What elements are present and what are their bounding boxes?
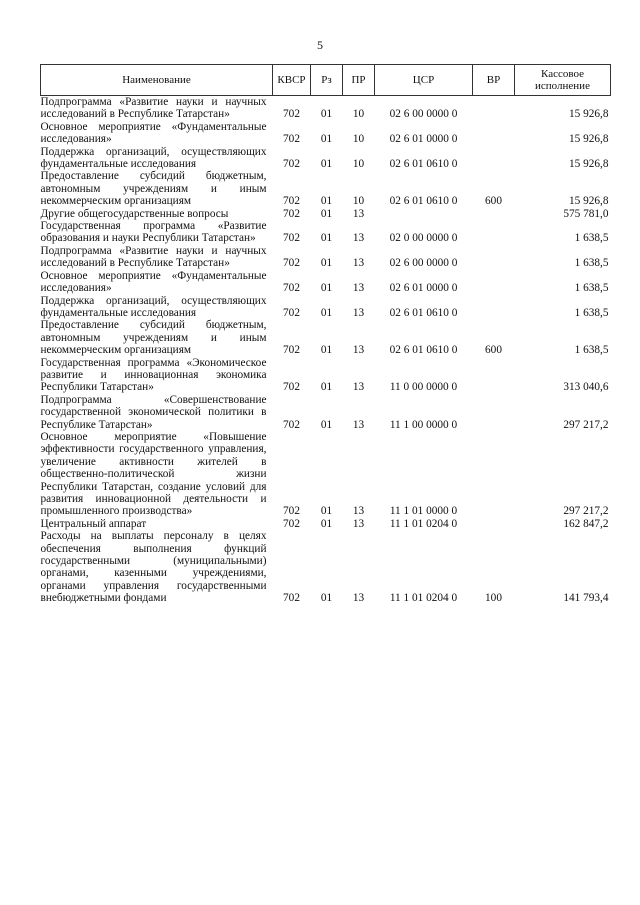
row-name: Поддержка организаций, осуществляющих фундаментальные исследования — [40, 294, 267, 319]
column-header-pr: ПР — [343, 65, 375, 96]
row-pr: 10 — [352, 133, 365, 146]
row-vr: 600 — [485, 344, 502, 357]
row-pr: 13 — [352, 282, 365, 295]
row-vr — [473, 220, 515, 245]
row-kvsr: 702 — [283, 418, 300, 431]
row-csr: 02 6 01 0610 0 — [389, 158, 458, 171]
row-pr: 13 — [352, 505, 365, 518]
row-rz: 01 — [320, 257, 333, 270]
row-vr — [473, 518, 515, 530]
table-row — [41, 518, 611, 530]
row-vr — [473, 245, 515, 270]
row-kvsr: 702 — [283, 381, 300, 394]
row-rz: 01 — [320, 133, 333, 146]
row-vr — [473, 121, 515, 146]
row-name: Государственная программа «Экономическое развитие и инновационная экономика Республики Татарстан» — [40, 356, 267, 394]
row-name: Поддержка организаций, осуществляющих фундаментальные исследования — [40, 145, 267, 171]
row-name: Расходы на выплаты персоналу в целях обеспечения выполнения функций государственными (муниципальными) органами, казенными учреждениями, органами управления государственными внебюджетными фондами — [40, 530, 267, 605]
row-amount: 15 926,8 — [568, 133, 609, 146]
row-vr — [473, 431, 515, 518]
row-rz: 01 — [320, 232, 333, 245]
row-csr: 11 0 00 0000 0 — [389, 381, 458, 394]
row-csr: 02 6 01 0610 0 — [389, 344, 458, 357]
row-name: Государственная программа «Развитие образования и науки Республики Татарстан» — [40, 220, 267, 245]
row-amount: 575 781,0 — [563, 207, 609, 220]
row-pr: 13 — [352, 418, 365, 431]
row-pr: 13 — [352, 257, 365, 270]
row-csr: 11 1 00 0000 0 — [389, 418, 458, 431]
row-kvsr: 702 — [283, 232, 300, 245]
table-row — [41, 96, 611, 121]
column-header-amount: Кассовое исполнение — [515, 65, 611, 96]
row-name: Другие общегосударственные вопросы — [40, 207, 229, 220]
row-name: Основное мероприятие «Фундаментальные исследования» — [40, 269, 267, 295]
row-name: Предоставление субсидий бюджетным, автономным учреждениям и иным некоммерческим организациям — [40, 319, 267, 357]
column-header-vr: ВР — [473, 65, 515, 96]
table-row — [41, 208, 611, 220]
row-amount: 15 926,8 — [568, 195, 609, 208]
row-amount: 162 847,2 — [563, 517, 609, 530]
table-body — [41, 96, 611, 605]
row-rz: 01 — [320, 381, 333, 394]
row-rz: 01 — [320, 306, 333, 319]
row-amount: 141 793,4 — [563, 592, 609, 605]
row-pr: 13 — [352, 232, 365, 245]
row-amount: 1 638,5 — [574, 232, 609, 245]
budget-table-page — [40, 64, 610, 605]
row-name: Основное мероприятие «Повышение эффективности государственного управления, увеличение активности жителей в общественно-политической жизни Республики Татарстан, создание условий для развития инновационной деятельности и промышленного производства» — [40, 430, 267, 518]
row-rz: 01 — [320, 505, 333, 518]
row-kvsr: 702 — [283, 108, 300, 121]
table-row — [41, 431, 611, 518]
row-vr — [473, 146, 515, 171]
row-kvsr: 702 — [283, 207, 300, 220]
row-kvsr: 702 — [283, 282, 300, 295]
table-row — [41, 394, 611, 431]
row-name: Предоставление субсидий бюджетным, автономным учреждениям и иным некоммерческим организациям — [40, 170, 267, 208]
column-header-kvsr: КВСР — [273, 65, 311, 96]
table-row — [41, 245, 611, 270]
row-amount: 15 926,8 — [568, 108, 609, 121]
table-row — [41, 170, 611, 207]
row-name: Подпрограмма «Развитие науки и научных исследований в Республике Татарстан» — [40, 96, 267, 121]
row-csr: 02 6 01 0000 0 — [389, 282, 458, 295]
page-number: 5 — [317, 38, 323, 52]
row-kvsr: 702 — [283, 344, 300, 357]
row-csr: 02 6 00 0000 0 — [389, 257, 458, 270]
row-kvsr: 702 — [283, 195, 300, 208]
row-csr: 02 6 01 0610 0 — [389, 195, 458, 208]
row-amount: 297 217,2 — [563, 505, 609, 518]
column-header-csr: ЦСР — [375, 65, 473, 96]
row-pr: 10 — [352, 195, 365, 208]
row-kvsr: 702 — [283, 257, 300, 270]
row-amount: 1 638,5 — [574, 344, 609, 357]
row-rz: 01 — [320, 282, 333, 295]
table-row — [41, 319, 611, 356]
table-row — [41, 121, 611, 146]
row-name: Основное мероприятие «Фундаментальные исследования» — [40, 120, 267, 146]
table-row — [41, 220, 611, 245]
row-amount: 15 926,8 — [568, 158, 609, 171]
row-kvsr: 702 — [283, 306, 300, 319]
row-vr — [473, 96, 515, 121]
row-pr: 10 — [352, 158, 365, 171]
row-amount: 1 638,5 — [574, 282, 609, 295]
row-kvsr: 702 — [283, 133, 300, 146]
row-kvsr: 702 — [283, 505, 300, 518]
row-kvsr: 702 — [283, 158, 300, 171]
row-csr: 11 1 01 0204 0 — [389, 517, 458, 530]
row-csr: 02 6 00 0000 0 — [389, 108, 458, 121]
row-name: Подпрограмма «Совершенствование государственной экономической политики в Республике Татарстан» — [40, 393, 267, 431]
row-rz: 01 — [320, 207, 333, 220]
table-row — [41, 146, 611, 171]
row-rz: 01 — [320, 344, 333, 357]
row-rz: 01 — [320, 517, 333, 530]
table-row — [41, 295, 611, 320]
row-csr: 11 1 01 0204 0 — [389, 592, 458, 605]
budget-execution-table — [40, 64, 611, 605]
column-header-name: Наименование — [41, 65, 273, 96]
row-name: Центральный аппарат — [40, 517, 147, 530]
row-kvsr: 702 — [283, 517, 300, 530]
row-pr: 13 — [352, 592, 365, 605]
row-amount: 297 217,2 — [563, 418, 609, 431]
row-vr — [473, 208, 515, 220]
row-rz: 01 — [320, 108, 333, 121]
row-amount: 1 638,5 — [574, 257, 609, 270]
row-amount: 313 040,6 — [563, 381, 609, 394]
row-vr — [473, 394, 515, 431]
table-row — [41, 270, 611, 295]
row-amount: 1 638,5 — [574, 306, 609, 319]
row-kvsr: 702 — [283, 592, 300, 605]
row-csr: 02 6 01 0000 0 — [389, 133, 458, 146]
row-vr: 100 — [485, 592, 502, 605]
row-vr — [473, 357, 515, 394]
row-pr: 13 — [352, 381, 365, 394]
row-rz: 01 — [320, 592, 333, 605]
row-pr: 10 — [352, 108, 365, 121]
row-vr: 600 — [485, 195, 502, 208]
column-header-rz: Рз — [311, 65, 343, 96]
table-header — [41, 65, 611, 96]
row-pr: 13 — [352, 344, 365, 357]
row-rz: 01 — [320, 158, 333, 171]
row-vr — [473, 295, 515, 320]
row-csr: 02 0 00 0000 0 — [389, 232, 458, 245]
row-csr — [375, 208, 473, 220]
table-row — [41, 357, 611, 394]
row-vr — [473, 270, 515, 295]
row-pr: 13 — [352, 207, 365, 220]
row-pr: 13 — [352, 517, 365, 530]
row-rz: 01 — [320, 418, 333, 431]
row-pr: 13 — [352, 306, 365, 319]
row-csr: 02 6 01 0610 0 — [389, 306, 458, 319]
row-name: Подпрограмма «Развитие науки и научных исследований в Республике Татарстан» — [40, 244, 267, 270]
row-csr: 11 1 01 0000 0 — [389, 505, 458, 518]
table-row — [41, 530, 611, 604]
row-rz: 01 — [320, 195, 333, 208]
